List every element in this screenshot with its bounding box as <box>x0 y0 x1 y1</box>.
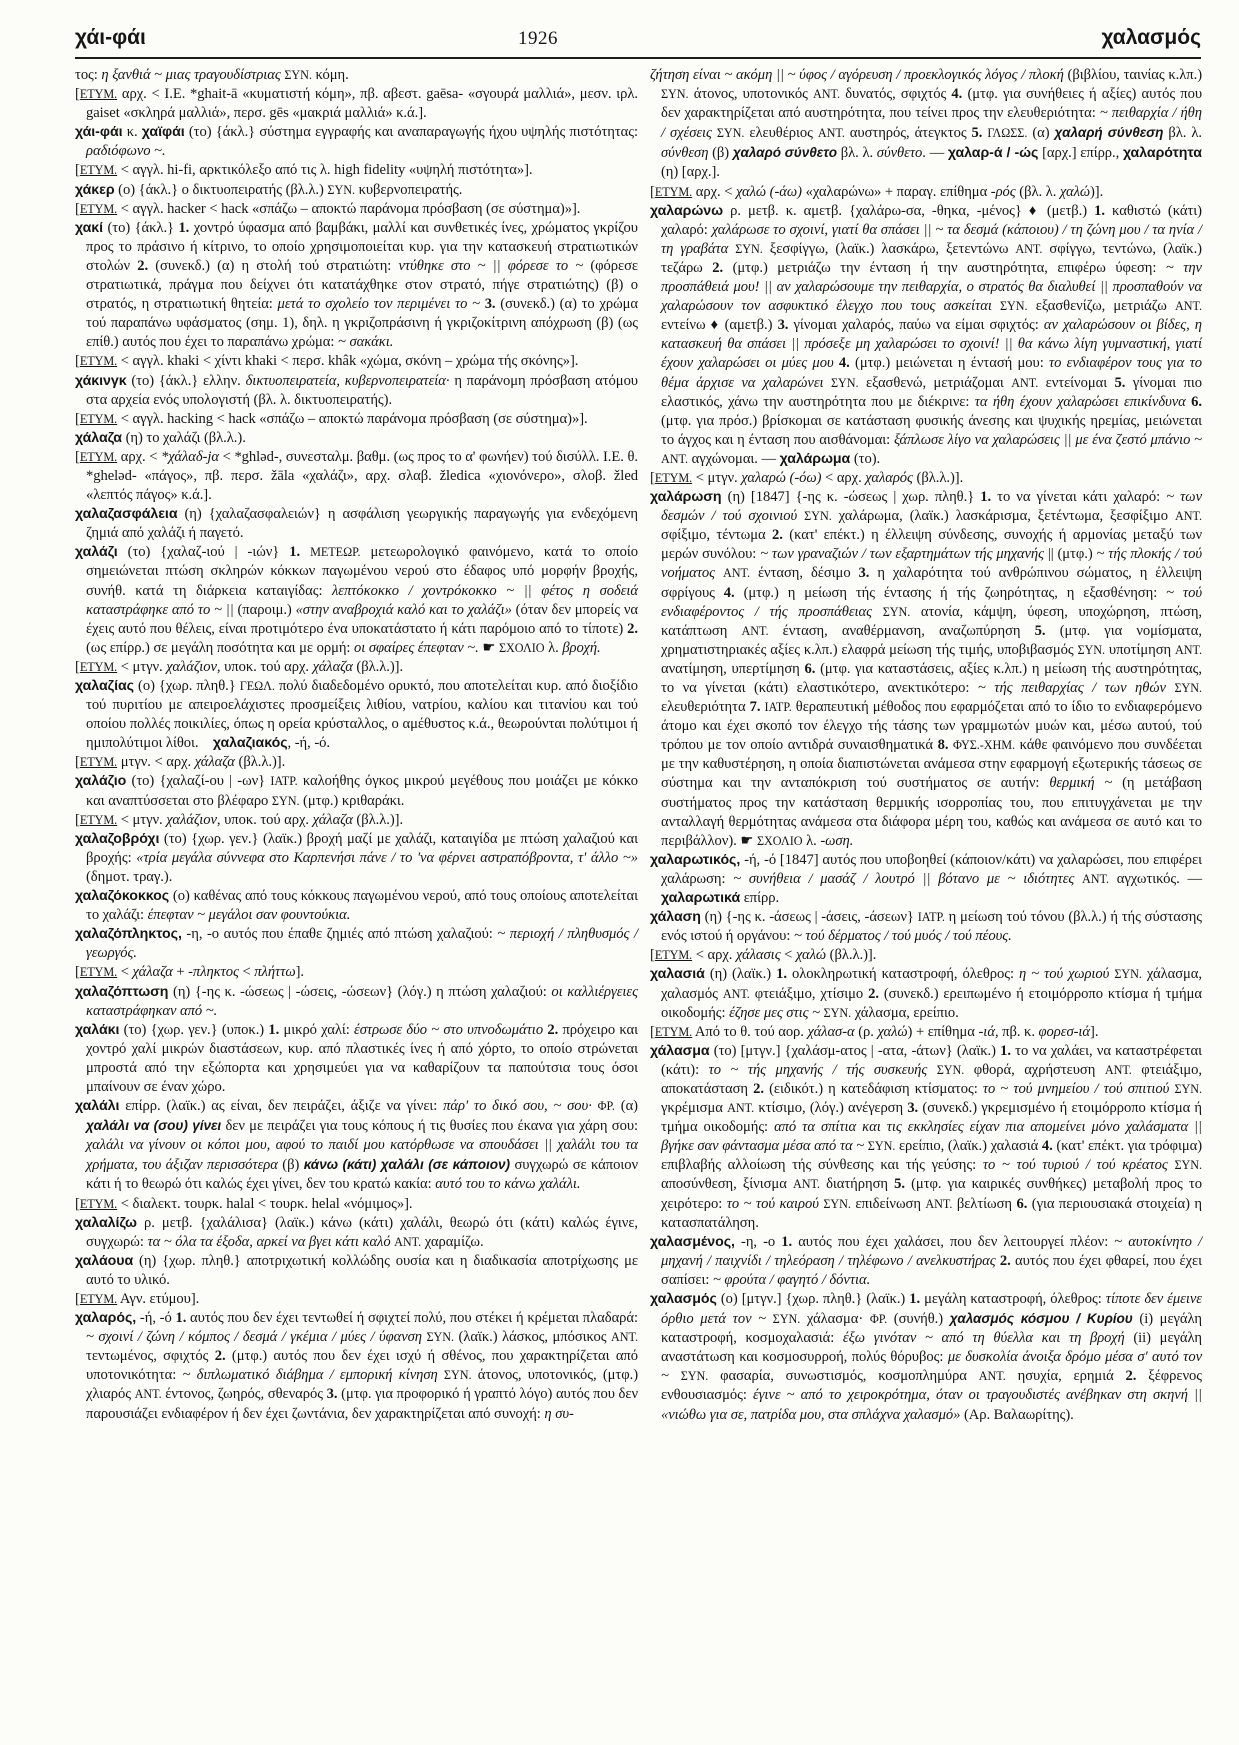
dictionary-entry: χάλαση (η) {-ης κ. -άσεως | -άσεις, -άσεων} ΙΑΤΡ. η μείωση τού τόνου (βλ.λ.) ή τής σύστασης ενός ιστού ή οργάνου: ~ τού δέρματος / τού μυός / τού πέους. <box>650 909 1203 945</box>
dictionary-entry: χαλάζι (το) {χαλαζ-ιού | -ιών} 1. ΜΕΤΕΩΡ. μετεωρολογικό φαινόμενο, κατά το οποίο σημειώνεται πτώση σκληρών κόκκων παγωμένου νερού στο έδαφος υπό μορφήν βροχής, συνήθ. κατά τη διάρκεια καταιγίδας: λεπτόκοκκο / χοντρόκοκκο ~ || φέτος η σοδειά καταστράφηκε από το ~ || (παροιμ.) «στην αναβροχιά καλό και το χαλάζι» (όταν δεν μπορείς να έχεις αυτό που θέλεις, είναι προτιμότερο ένα υποκατάστατο ή κάτι παρόμοιο από το τίποτε) 2. (ως επίρρ.) σε μεγάλη ποσότητα και με ορμή: οι σφαίρες έπεφταν ~. ☛ ΣΧΟΛΙΟ λ. βροχή. <box>75 544 639 656</box>
dictionary-entry: [ΕΤΥΜ. < αγγλ. hacking < hack «σπάζω – αποκτώ παράνομα πρόσβαση (σε σύστημα)»]. <box>75 410 588 427</box>
dictionary-entry: [ΕΤΥΜ. < μτγν. χαλαρώ (-όω) < αρχ. χαλαρός (βλ.λ.)]. <box>650 469 964 486</box>
page-number: 1926 <box>518 28 558 49</box>
page-header <box>75 24 1201 58</box>
dictionary-entry: χαλαζόπτωση (η) {-ης κ. -ώσεως | -ώσεις, -ώσεων} (λόγ.) η πτώση χαλαζιού: οι καλλιέργειες καταστράφηκαν από ~. <box>75 983 638 1019</box>
dictionary-entry: [ΕΤΥΜ. < μτγν. χαλάζιον, υποκ. τού αρχ. χάλαζα (βλ.λ.)]. <box>75 658 404 675</box>
dictionary-entry: χάλαζα (η) το χαλάζι (βλ.λ.). <box>75 429 246 446</box>
dictionary-entry: [ΕΤΥΜ. < χάλαζα + -πληκτος < πλήττω]. <box>75 964 305 981</box>
dictionary-entry: [ΕΤΥΜ. Από το θ. τού αορ. χάλασ-α (ρ. χαλώ) + επίθημα -ιά, πβ. κ. φορεσ-ιά]. <box>650 1023 1099 1040</box>
dictionary-entry: [ΕΤΥΜ. < μτγν. χαλάζιον, υποκ. τού αρχ. χάλαζα (βλ.λ.)]. <box>75 811 404 828</box>
guide-word-right: χαλασμός <box>1101 26 1201 49</box>
dictionary-entry: χαλαρώνω ρ. μετβ. κ. αμετβ. {χαλάρω-σα, -θηκα, -μένος} ♦ (μετβ.) 1. καθιστώ (κάτι) χαλαρό: χαλάρωσε το σχοινί, γιατί θα σπάσει || ~ τα δεσμά (κάποιου) / τη ζώνη μου / τα ηνία / τη γραβάτα ΣΥΝ. ξεσφίγγω, (λαϊκ.) λασκάρω, ξετεντώνω ΑΝΤ. σφίγγω, τεντώνω, (λαϊκ.) τεζάρω 2. (μτφ.) μετριάζω την ένταση ή την αυστηρότητα, επιφέρω ύφεση: ~ την προσπάθειά μου! || αν χαλαρώσουμε την πειθαρχία, ο στρατός θα διαλυθεί || προσπαθούν να χαλαρώσουν τον ασφυκτικό έλεγχο που τους ασκείται ΣΥΝ. εξασθενίζω, μετριάζω ΑΝΤ. εντείνω ♦ (αμετβ.) 3. γίνομαι χαλαρός, παύω να είμαι σφιχτός: αν χαλαρώσουν οι βίδες, η κατασκευή θα σπάσει || πρόσεξε μη χαλαρώσει το σχοινί! || θα κάνω λίγη γυμναστική, γιατί έχουν χαλαρώσει οι μύες μου 4. (μτφ.) μειώνεται η έντασή μου: το ενδιαφέρον τους για το θέμα άρχισε να χαλαρώνει ΣΥΝ. εξασθενώ, μετριάζομαι ΑΝΤ. εντείνομαι 5. γίνομαι πιο ελαστικός, χάνω την αυστηρότητα που με διέκρινε: τα ήθη έχουν χαλαρώσει επικίνδυνα 6. (μτφ. για πρόσ.) βρίσκομαι σε κατάσταση φυσικής άνεσης και ψυχικής ηρεμίας, μειώνεται το άγχος και η ένταση που αισθάνομαι: ξάπλωσε λίγο να χαλαρώσεις || με ένα ζεστό μπάνιο ~ ΑΝΤ. αγχώνομαι. — χαλάρωμα (το). <box>650 202 1202 467</box>
dictionary-entry: [ΕΤΥΜ. μτγν. < αρχ. χάλαζα (βλ.λ.)]. <box>75 754 286 771</box>
dictionary-entry: [ΕΤΥΜ. < διαλεκτ. τουρκ. halal < τουρκ. helal «νόμιμος»]. <box>75 1195 413 1212</box>
dictionary-entry: [ΕΤΥΜ. Αγν. ετύμου]. <box>75 1291 200 1307</box>
dictionary-entry: [ΕΤΥΜ. αρχ. < χαλώ (-άω) «χαλαρώνω» + παραγ. επίθημα -ρός (βλ. λ. χαλώ)]. <box>650 183 1104 200</box>
dictionary-entry: χαλαρός, -ή, -ό 1. αυτός που δεν έχει τεντωθεί ή σφιχτεί πολύ, που στέκει ή κρέμεται πλαδαρά: ~ σχοινί / ζώνη / κόμπος / δεσμά / γκέμια / μύες / ύφανση ΣΥΝ. (λαϊκ.) λάσκος, μπόσικος ΑΝΤ. τεντωμένος, σφιχτός 2. (μτφ.) αυτός που δεν έχει ισχύ ή σθένος, που χαρακτηρίζεται από υποτονικότητα: ~ διπλωματικό διάβημα / εμπορική κίνηση ΣΥΝ. άτονος, υποτονικός, (μτφ.) χλιαρός ΑΝΤ. έντονος, ζωηρός, σθεναρός 3. (μτφ. για προφορικό ή γραπτό λόγο) αυτός που δεν παρουσιάζει ενδιαφέρον ή δεν έχει ζωντάνια, δεν χαρακτηρίζεται από συνοχή: η συ- <box>75 1310 639 1422</box>
dictionary-entry: χαλάκι (το) {χωρ. γεν.} (υποκ.) 1. μικρό χαλί: έστρωσε δύο ~ στο υπνοδωμάτιο 2. πρόχειρο και χοντρό χαλί μικρών διαστάσεων, κυρ. από πλαστικές ίνες ή από χόρτο, το οποίο στρώνεται μπροστά από την εξώπορτα και χρησιμεύει για να καθαρίζουν τα παπούτσια τους όσοι μπαίνουν σε έναν χώρο. <box>75 1021 639 1095</box>
dictionary-entry: χαλαρωτικός, -ή, -ό [1847] αυτός που υποβοηθεί (κάποιον/κάτι) να χαλαρώσει, που επιφέρει χαλάρωση: ~ συνήθεια / μασάζ / λουτρό || βότανο με ~ ιδιότητες ΑΝΤ. αγχωτικός. — χαλαρωτικά επίρρ. <box>650 851 1202 907</box>
dictionary-entry: χάκινγκ (το) {άκλ.} ελλην. δικτυοπειρατεία, κυβερνοπειρατεία· η παράνομη πρόσβαση ατόμου στα αρχεία ενός υπολογιστή (βλ. λ. δικτυοπειρατής). <box>75 372 638 408</box>
guide-word-left: χάι-φάι <box>75 26 146 49</box>
dictionary-entry: χαλασμός (ο) [μτγν.] {χωρ. πληθ.} (λαϊκ.) 1. μεγάλη καταστροφή, όλεθρος: τίποτε δεν έμεινε όρθιο μετά τον ~ ΣΥΝ. χάλασμα· ΦΡ. (συνήθ.) χαλασμός κόσμου / Κυρίου (i) μεγάλη καταστροφή, κοσμοχαλασιά: έξω γινόταν ~ από τη θύελλα και τη βροχή (ii) μεγάλη αναστάτωση και κοσμοσυρροή, πολύς θόρυβος: με δυσκολία άνοιξα δρόμο μέσα σ' αυτό τον ~ ΣΥΝ. φασαρία, συνωστισμός, κοσμοπλημύρα ΑΝΤ. ησυχία, ερημιά 2. ξέφρενος ενθουσιασμός: έγινε ~ από το χειροκρότημα, όταν οι τραγουδιστές ανέβηκαν στη σκηνή || «νιώθω για σε, πατρίδα μου, στα σπλάχνα χαλασμό» (Αρ. Βαλαωρίτης). <box>650 1291 1203 1423</box>
header-rule <box>75 57 1201 59</box>
dictionary-entry: χαλαζόπληκτος, -η, -ο αυτός που έπαθε ζημιές από πτώση χαλαζιού: ~ περιοχή / πληθυσμός / γεωργός. <box>75 926 638 962</box>
dictionary-entry: χαλαζόκοκκος (ο) καθένας από τους κόκκους παγωμένου νερού, από τους οποίους αποτελείται το χαλάζι: έπεφταν ~ μεγάλοι σαν φουντούκια. <box>75 888 638 924</box>
dictionary-entry: χάλασμα (το) [μτγν.] {χαλάσμ-ατος | -ατα, -άτων} (λαϊκ.) 1. το να χαλάει, να καταστρέφεται (κάτι): το ~ τής μηχανής / τής συσκευής ΣΥΝ. φθορά, αχρήστευση ΑΝΤ. φτειάξιμο, αποκατάσταση 2. (ειδικότ.) η κατεδάφιση κτίσματος: το ~ τού μνημείου / τού σπιτιού ΣΥΝ. γκρέμισμα ΑΝΤ. κτίσιμο, (λόγ.) ανέγερση 3. (συνεκδ.) γκρεμισμένο ή ετοιμόρροπο κτίσμα ή τμήμα οικοδομής: από τα σπίτια και τις εκκλησίες είχαν πια απομείνει μόνο χαλάσματα || βγήκε σαν φάντασμα μέσα από τα ~ ΣΥΝ. ερείπιο, (λαϊκ.) χαλασιά 4. (κατ' επέκτ. για τρόφιμα) επιβλαβής αλλοίωση τής σύνθεσης και τής γεύσης: το ~ τού τυριού / τού κρέατος ΣΥΝ. αποσύνθεση, ξίνισμα ΑΝΤ. διατήρηση 5. (μτφ. για καιρικές συνθήκες) μεταβολή προς το χειρότερο: το ~ τού καιρού ΣΥΝ. επιδείνωση ΑΝΤ. βελτίωση 6. (για περιουσιακά στοιχεία) η κατασπατάληση. <box>650 1042 1203 1231</box>
dictionary-entry: [ΕΤΥΜ. < αγγλ. hi-fi, αρκτικόλεξο από τις λ. high fidelity «υψηλή πιστότητα»]. <box>75 162 533 179</box>
dictionary-entry: χαλάζιο (το) {χαλαζί-ου | -ων} ΙΑΤΡ. καλοήθης όγκος μικρού μεγέθους που μοιάζει με κόκκο και αναπτύσσεται στο βλέφαρο ΣΥΝ. (μτφ.) κριθαράκι. <box>75 773 638 809</box>
dictionary-entry: χάι-φάι κ. χαϊφάι (το) {άκλ.} σύστημα εγγραφής και αναπαραγωγής ήχου υψηλής πιστότητας: ραδιόφωνο ~. <box>75 124 638 160</box>
dictionary-entry: χακί (το) {άκλ.} 1. χοντρό ύφασμα από βαμβάκι, μαλλί και συνθετικές ίνες, χρώματος γκρίζου προς το πράσινο ή κίτρινο, το οποίο χρησιμοποιείται κυρ. για την κατασκευή στρατιωτικών στολών 2. (συνεκδ.) (α) η στολή τού στρατιώτη: ντύθηκε στο ~ || φόρεσε το ~ (φόρεσε στρατιωτικά, πράγμα που δείχνει ότι κατατάχθηκε στον στρατό, πήγε στρατιώτης) (β) ο στρατός, η στρατιωτική θητεία: μετά το σχολείο τον περιμένει το ~ 3. (συνεκδ.) (α) το χρώμα τού παραπάνω υφάσματος (σημ. 1), δηλ. η γκριζοπράσινη ή γκριζοκίτρινη απόχρωση (β) (ως επίθ.) αυτός που έχει το παραπάνω χρώμα: ~ σακάκι. <box>75 219 639 351</box>
dictionary-entry: χαλάρωση (η) [1847] {-ης κ. -ώσεως | χωρ. πληθ.} 1. το να γίνεται κάτι χαλαρό: ~ των δεσμών / τού σχοινιού ΣΥΝ. χαλάρωμα, (λαϊκ.) λασκάρισμα, ξετέντωμα, ξεσφίξιμο ΑΝΤ. σφίξιμο, τέντωμα 2. (κατ' επέκτ.) η έλλειψη σύνδεσης, συνοχής ή αρμονίας μεταξύ των μερών συνόλου: ~ των γραναζιών / των εξαρτημάτων τής μηχανής || (μτφ.) ~ τής πλοκής / τού νοήματος ΑΝΤ. ένταση, δέσιμο 3. η χαλαρότητα τού ανθρώπινου σώματος, η έλλειψη σφρίγους 4. (μτφ.) η μείωση τής έντασης ή τής ζωηρότητας, η εξασθένηση: ~ τού ενδιαφέροντος / τής προσπάθειας ΣΥΝ. ατονία, κάμψη, ύφεση, υποχώρηση, πτώση, κατάπτωση ΑΝΤ. ένταση, αναθέρμανση, αναζωπύρηση 5. (μτφ. για νομίσματα, χρηματιστηριακές αξίες κ.λπ.) ελαφρά μείωση τής τιμής, υποβιβασμός ΣΥΝ. υποτίμηση ΑΝΤ. ανατίμηση, υπερτίμηση 6. (μτφ. για καταστάσεις, αξίες κ.λπ.) η μείωση τής αυστηρότητας, το να γίνεται (κάτι) ελαστικότερο, ανεκτικότερο: ~ τής πειθαρχίας / των ηθών ΣΥΝ. ελευθεριότητα 7. ΙΑΤΡ. θεραπευτική μέθοδος που εφαρμόζεται από το ίδιο το ενδιαφερόμενο άτομο και έχει σκοπό τον έλεγχο τής τάσης των γραμμωτών μυών και, μέσω αυτού, τού τρόπου με τον οποίο αντιδρά συναισθηματικά 8. ΦΥΣ.-ΧΗΜ. κάθε φαινόμενο που συνδέεται με την καθυστέρηση, η οποία διαπιστώνεται ανάμεσα στην εφαρμογή εξωτερικής τάσεως σε σύστημα και την ανταπόκριση τού συστήματος σε αυτήν: θερμική ~ (η μετάβαση συστήματος προς την κατάσταση θερμικής ισορροπίας του, που επιτυγχάνεται με την ανταλλαγή θερμότητας ανάμεσα στα διάφορα μέρη του, καθώς και ανάμεσα σε αυτό και το περιβάλλον). ☛ ΣΧΟΛΙΟ λ. -ωση. <box>650 489 1203 849</box>
dictionary-entry: [ΕΤΥΜ. αρχ. < I.E. *ghait-ā «κυματιστή κόμη», πβ. αβεστ. gaēsa- «σγουρά μαλλιά», μεσν. ιρλ. gaiset «σκληρά μαλλιά», περσ. gēs «μακριά μαλλιά» κ.ά.]. <box>75 86 638 122</box>
dictionary-entry: [ΕΤΥΜ. < αγγλ. hacker < hack «σπάζω – αποκτώ παράνομα πρόσβαση (σε σύστημα)»]. <box>75 200 581 217</box>
column-left <box>75 66 638 1424</box>
dictionary-entry: [ΕΤΥΜ. < αγγλ. khaki < χίντι khaki < περσ. khâk «χώμα, σκόνη – χρώμα τής σκόνης»]. <box>75 353 579 370</box>
dictionary-entry: χαλαλίζω ρ. μετβ. {χαλάλισα} (λαϊκ.) κάνω (κάτι) χαλάλι, θεωρώ ότι (κάτι) καλώς έγινε, συγχωρώ: τα ~ όλα τα έξοδα, αρκεί να βγει κάτι καλό ΑΝΤ. χαραμίζω. <box>75 1214 638 1250</box>
column-right <box>650 66 1202 1425</box>
dictionary-entry: χαλάουα (η) {χωρ. πληθ.} αποτριχωτική κολλώδης ουσία και η διαδικασία αποτρίχωσης με αυτό το υλικό. <box>75 1252 638 1288</box>
dictionary-entry: [ΕΤΥΜ. < αρχ. χάλασις < χαλώ (βλ.λ.)]. <box>650 947 877 964</box>
dictionary-entry: χαλασιά (η) (λαϊκ.) 1. ολοκληρωτική καταστροφή, όλεθρος: η ~ τού χωριού ΣΥΝ. χάλασμα, χαλασμός ΑΝΤ. φτειάξιμο, χτίσιμο 2. (συνεκδ.) ερειπωμένο ή ετοιμόρροπο κτίσμα ή τμήμα οικοδομής: έζησε μες στις ~ ΣΥΝ. χάλασμα, ερείπιο. <box>650 966 1202 1021</box>
dictionary-entry: τος: η ξανθιά ~ μιας τραγουδίστριας ΣΥΝ. κόμη. <box>75 67 349 83</box>
dictionary-entry: ζήτηση είναι ~ ακόμη || ~ ύφος / αγόρευση / προεκλογικός λόγος / πλοκή (βιβλίου, ταινίας κ.λπ.) ΣΥΝ. άτονος, υποτονικός ΑΝΤ. δυνατός, σφιχτός 4. (μτφ. για συνήθειες ή αξίες) αυτός που δεν χαρακτηρίζεται από αυστηρότητα, που τείνει προς την ελευθεριότητα: ~ πειθαρχία / ήθη / σχέσεις ΣΥΝ. ελευθέριος ΑΝΤ. αυστηρός, άτεγκτος 5. ΓΛΩΣΣ. (α) χαλαρή σύνθεση βλ. λ. σύνθεση (β) χαλαρό σύνθετο βλ. λ. σύνθετο. — χαλαρ-ά / -ώς [αρχ.] επίρρ., χαλαρότητα (η) [αρχ.]. <box>650 67 1203 181</box>
dictionary-entry: χαλαζίας (ο) {χωρ. πληθ.} ΓΕΩΛ. πολύ διαδεδομένο ορυκτό, που αποτελείται κυρ. από διοξίδιο τού πυριτίου με απειροελάχιστες προσμείξεις λιθίου, νατρίου, καλίου και τιτανίου και τού οποίου πολλές ποικιλίες, όπως η ορεία κρύσταλλος, ο αμέθυστος κ.ά., θεωρούνται πολύτιμοι ή ημιπολύτιμοι λίθοι. χαλαζιακός, -ή, -ό. <box>75 678 638 752</box>
dictionary-entry: [ΕΤΥΜ. αρχ. < *χάλαδ-jα < *ghləd-, συνεσταλμ. βαθμ. (ως προς το α' φωνήεν) τού δισύλλ. I.E. θ. *gheləd- «πάγος», πβ. περσ. žāla «χαλάζι», αρχ. σλαβ. žledica «χιονόνερο», σλοβ. žled «λεπτός πάγος» κ.ά.]. <box>75 448 638 504</box>
dictionary-entry: χαλασμένος, -η, -ο 1. αυτός που έχει χαλάσει, που δεν λειτουργεί πλέον: ~ αυτοκίνητο / μηχανή / παιχνίδι / τηλεόραση / τηλέφωνο / ανελκυστήρας 2. αυτός που έχει φθαρεί, που έχει σαπίσει: ~ φρούτα / φαγητό / δόντια. <box>650 1233 1202 1288</box>
dictionary-entry: χαλαζασφάλεια (η) {χαλαζασφαλειών} η ασφάλιση γεωργικής παραγωγής για ενδεχόμενη ζημιά από χαλάζι ή παγετό. <box>75 506 638 542</box>
dictionary-entry: χάκερ (ο) {άκλ.} ο δικτυοπειρατής (βλ.λ.) ΣΥΝ. κυβερνοπειρατής. <box>75 181 463 198</box>
dictionary-entry: χαλάλι επίρρ. (λαϊκ.) ας είναι, δεν πειράζει, άξιζε να γίνει: πάρ' το δικό σου, ~ σου· ΦΡ. (α) χαλάλι να (σου) γίνει δεν με πειράζει για τους κόπους ή τις θυσίες που έκανα για χάρη σου: χαλάλι να γίνουν οι κόποι μου, αφού το παιδί μου κατόρθωσε να σπουδάσει || χαλάλι του τα χρήματα, του άξιζαν περισσότερα (β) κάνω (κάτι) χαλάλι (σε κάποιον) συγχωρώ σε κάποιον κάτι ή το θεωρώ ότι καλώς έχει γίνει, δεν του κρατώ κακία: αυτό του το κάνω χαλάλι. <box>75 1098 639 1193</box>
dictionary-entry: χαλαζοβρόχι (το) {χωρ. γεν.} (λαϊκ.) βροχή μαζί με χαλάζι, καταιγίδα με πτώση χαλαζιού και βροχής: «τρία μεγάλα σύννεφα στο Καρπενήσι πάνε / το 'να φέρνει αστραπόβροντα, τ' άλλο ~» (δημοτ. τραγ.). <box>75 830 638 885</box>
